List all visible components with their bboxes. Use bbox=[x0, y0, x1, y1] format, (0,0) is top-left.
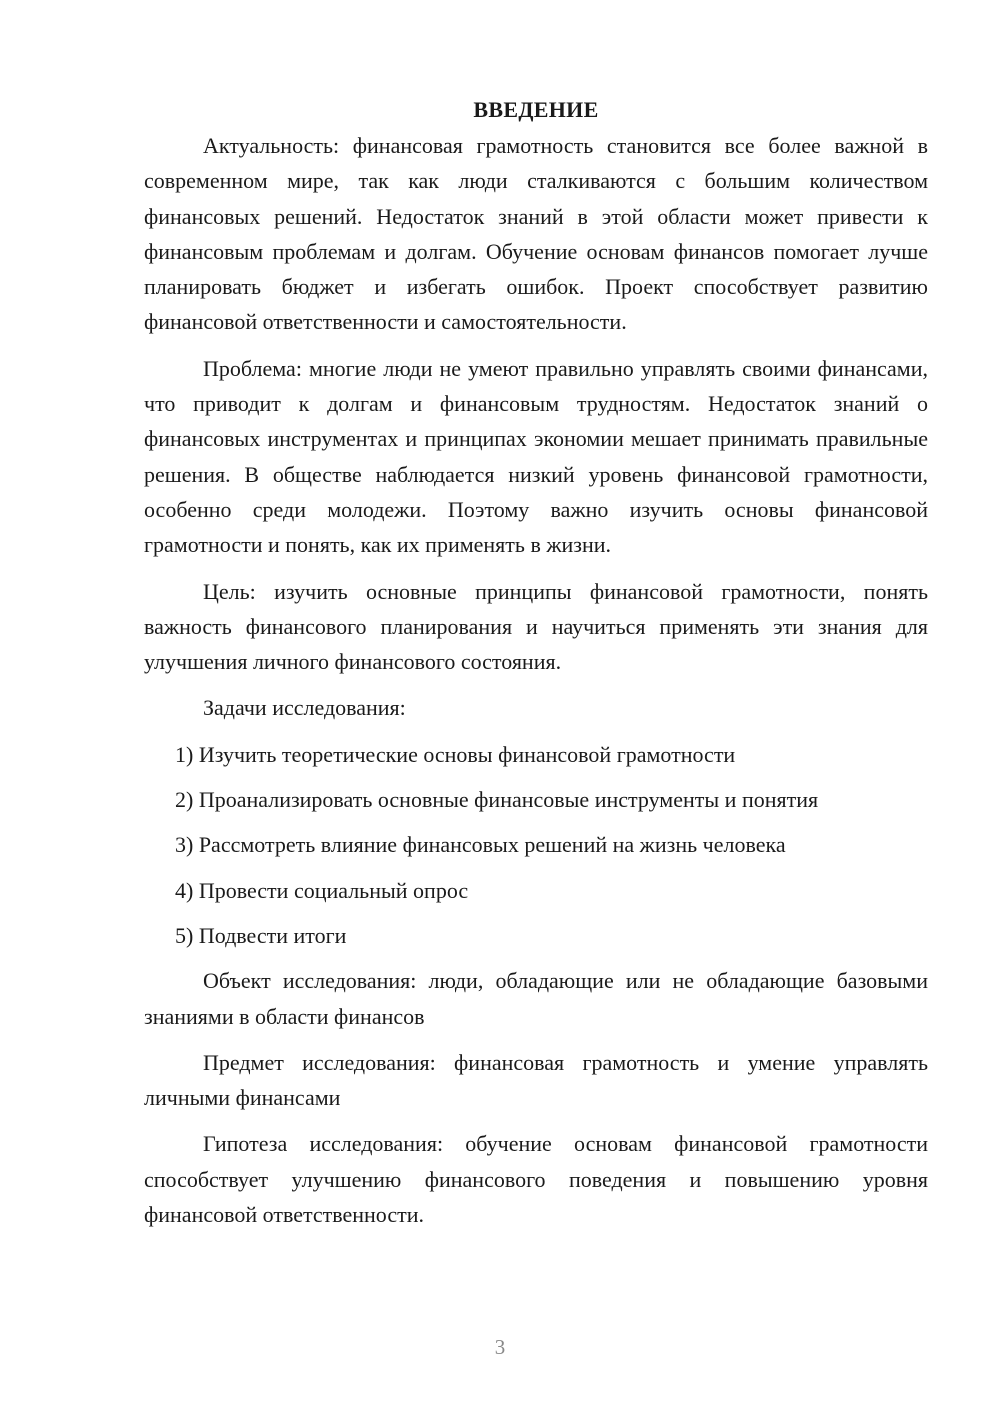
tasks-list bbox=[144, 737, 928, 953]
goal-paragraph: Цель: изучить основные принципы финансовой грамотности, понять важность финансового планирования и научиться применять эти знания для улучшения личного финансового состояния. bbox=[144, 578, 928, 675]
problem-paragraph: Проблема: многие люди не умеют правильно управлять своими финансами, что приводит к долгам и финансовым трудностям. Недостаток знаний о финансовых инструментах и принципах экономии мешает принимать правильные решения. В обществе наблюдается низкий уровень финансовой грамотности, особенно среди молодежи. Поэтому важно изучить основы финансовой грамотности и понять, как их применять в жизни. bbox=[144, 355, 928, 558]
object-paragraph: Объект исследования: люди, обладающие или не обладающие базовыми знаниями в области финансов bbox=[144, 968, 928, 1029]
task-item: 3) Рассмотреть влияние финансовых решений на жизнь человека bbox=[175, 832, 786, 858]
task-item: 5) Подвести итоги bbox=[175, 922, 347, 948]
task-item: 4) Провести социальный опрос bbox=[175, 877, 469, 903]
relevance-paragraph: Актуальность: финансовая грамотность становится все более важной в современном мире, так как люди сталкиваются с большим количеством финансовых решений. Недостаток знаний в этой области может привести к финансовым проблемам и долгам. Обучение основам финансов помогает лучше планировать бюджет и избегать ошибок. Проект способствует развитию финансовой ответственности и самостоятельности. bbox=[144, 133, 928, 335]
subject-paragraph: Предмет исследования: финансовая грамотность и умение управлять личными финансами bbox=[144, 1049, 928, 1111]
page-title: ВВЕДЕНИЕ bbox=[473, 97, 599, 122]
task-item: 1) Изучить теоретические основы финансовой грамотности bbox=[175, 741, 736, 767]
task-item: 2) Проанализировать основные финансовые инструменты и понятия bbox=[175, 787, 819, 813]
tasks-heading: Задачи исследования: bbox=[203, 695, 406, 721]
document-page bbox=[144, 92, 928, 1243]
hypothesis-paragraph: Гипотеза исследования: обучение основам финансовой грамотности способствует улучшению финансового поведения и повышению уровня финансовой ответственности. bbox=[144, 1131, 928, 1228]
page-number: 3 bbox=[494, 1335, 506, 1359]
